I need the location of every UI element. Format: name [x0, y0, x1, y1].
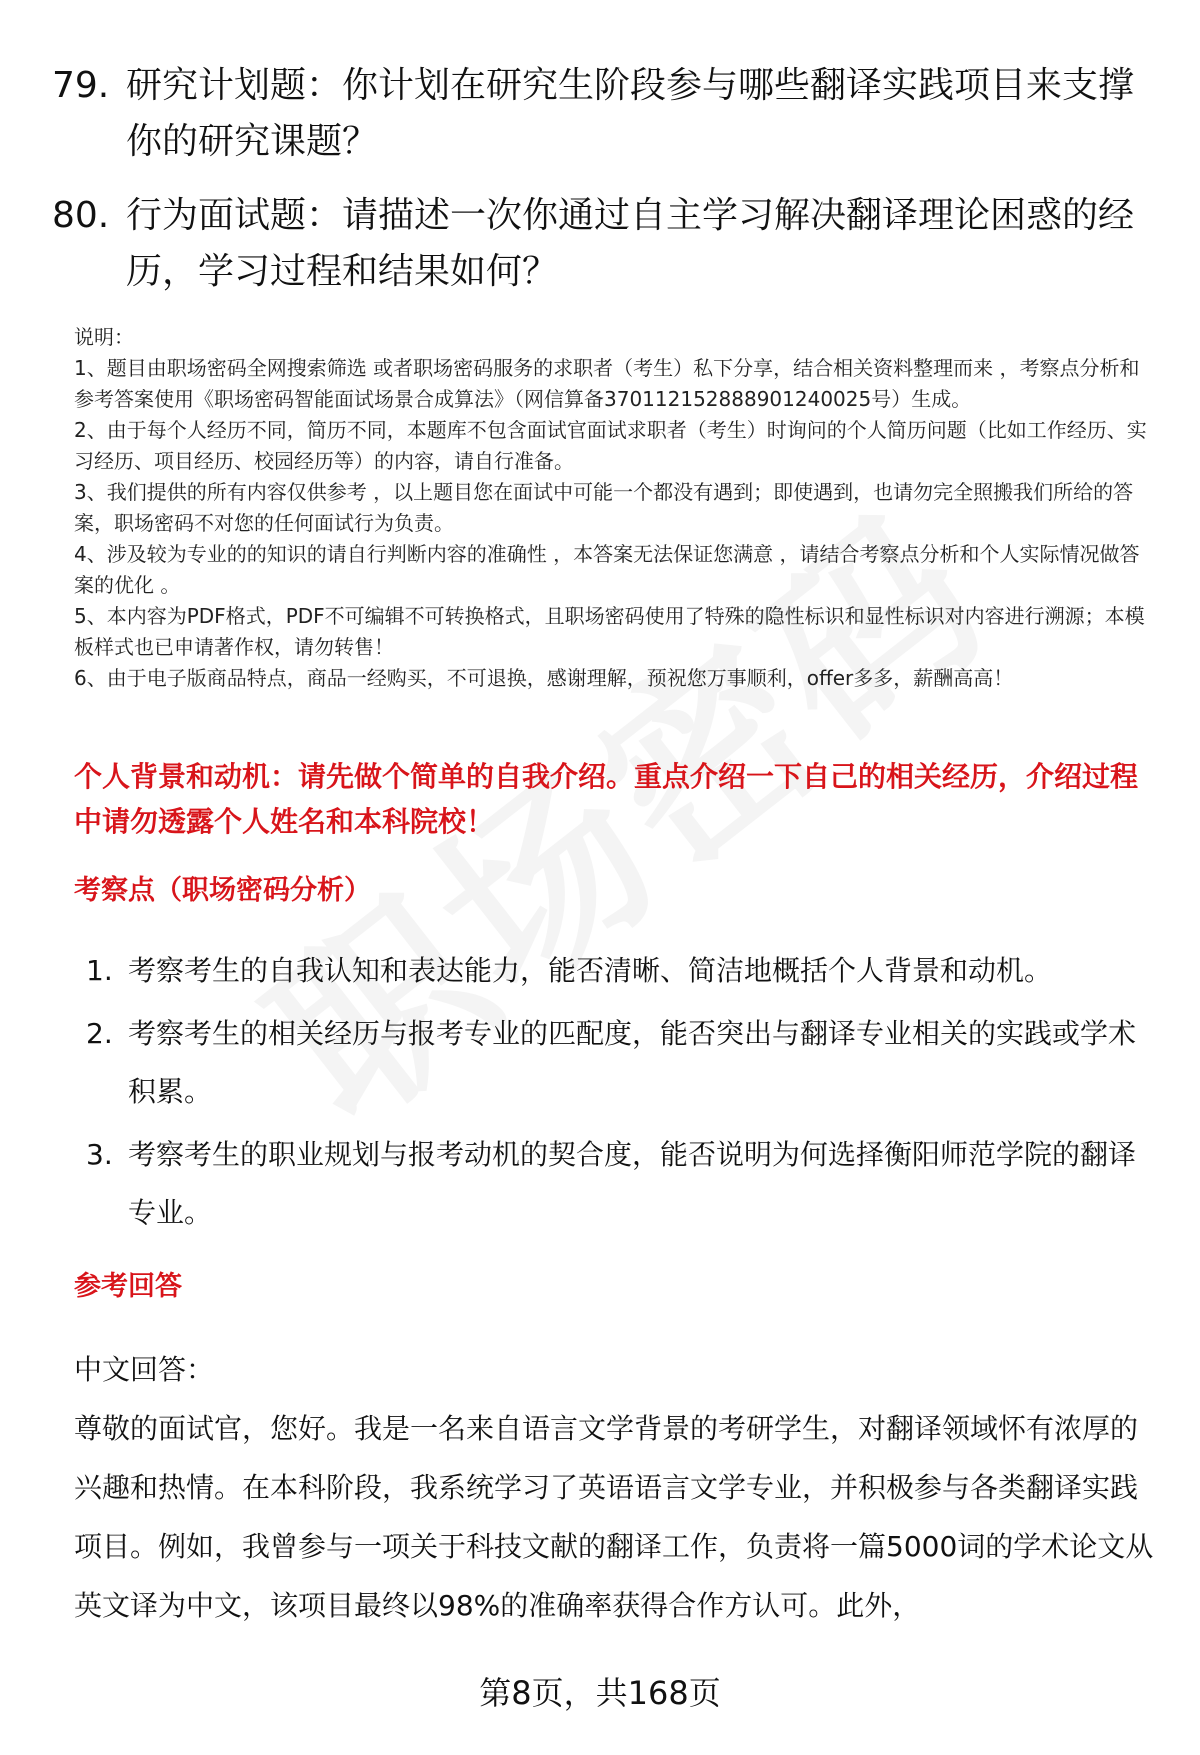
- point-number: 2.: [86, 1017, 113, 1050]
- question-number: 79.: [52, 65, 110, 106]
- note-item: 1、题目由职场密码全网搜索筛选 或者职场密码服务的求职者（考生）私下分享，结合相关资料整理而来 ，考察点分析和参考答案使用《职场密码智能面试场景合成算法》（网信算备370112152888901240025号）生成。: [74, 356, 1140, 411]
- point-number: 3.: [86, 1138, 113, 1171]
- analysis-point: [80, 942, 1150, 1000]
- question-text: 行为面试题：请描述一次你通过自主学习解决翻译理论困惑的经历，学习过程和结果如何？: [126, 195, 1135, 292]
- question-text: 研究计划题：你计划在研究生阶段参与哪些翻译实践项目来支撑你的研究课题？: [126, 65, 1135, 162]
- question-80: [52, 188, 1142, 300]
- notes-title: 说明：: [74, 325, 134, 349]
- answer-section: [74, 1340, 1154, 1635]
- intro-question: 个人背景和动机：请先做个简单的自我介绍。重点介绍一下自己的相关经历，介绍过程中请勿透露个人姓名和本科院校！: [74, 760, 1139, 838]
- question-number: 80.: [52, 195, 110, 236]
- answer-label: 中文回答：: [74, 1353, 215, 1386]
- point-text: 考察考生的自我认知和表达能力，能否清晰、简洁地概括个人背景和动机。: [128, 954, 1053, 987]
- note-item: 2、由于每个人经历不同，简历不同，本题库不包含面试官面试求职者（考生）时询问的个人简历问题（比如工作经历、实习经历、项目经历、校园经历等）的内容，请自行准备。: [74, 418, 1147, 473]
- analysis-point: [80, 1005, 1150, 1121]
- analysis-points: [80, 942, 1150, 1247]
- answer-body: 尊敬的面试官，您好。我是一名来自语言文学背景的考研学生，对翻译领域怀有浓厚的兴趣和热情。在本科阶段，我系统学习了英语语言文学专业，并积极参与各类翻译实践项目。例如，我曾参与一项关于科技文献的翻译工作，负责将一篇5000词的学术论文从英文译为中文，该项目最终以98%的准确率获得合作方认可。此外，: [74, 1412, 1154, 1622]
- note-item: 5、本内容为PDF格式，PDF不可编辑不可转换格式，且职场密码使用了特殊的隐性标识和显性标识对内容进行溯源；本模板样式也已申请著作权，请勿转售！: [74, 604, 1145, 659]
- analysis-point: [80, 1126, 1150, 1242]
- page-footer: 第8页，共168页: [479, 1674, 721, 1712]
- note-item: 6、由于电子版商品特点，商品一经购买，不可退换，感谢理解，预祝您万事顺利，offer多多，薪酬高高！: [74, 666, 1014, 690]
- answer-heading: 参考回答: [74, 1271, 182, 1302]
- point-number: 1.: [86, 954, 113, 987]
- note-item: 4、涉及较为专业的的知识的请自行判断内容的准确性 ，本答案无法保证您满意 ，请结合考察点分析和个人实际情况做答案的优化 。: [74, 542, 1140, 597]
- point-text: 考察考生的相关经历与报考专业的匹配度，能否突出与翻译专业相关的实践或学术积累。: [128, 1017, 1137, 1108]
- notes-section: [74, 322, 1154, 694]
- question-79: [52, 58, 1142, 170]
- note-item: 3、我们提供的所有内容仅供参考 ，以上题目您在面试中可能一个都没有遇到；即使遇到，也请勿完全照搬我们所给的答案，职场密码不对您的任何面试行为负责。: [74, 480, 1134, 535]
- analysis-heading: 考察点（职场密码分析）: [74, 875, 371, 906]
- point-text: 考察考生的职业规划与报考动机的契合度，能否说明为何选择衡阳师范学院的翻译专业。: [128, 1138, 1137, 1229]
